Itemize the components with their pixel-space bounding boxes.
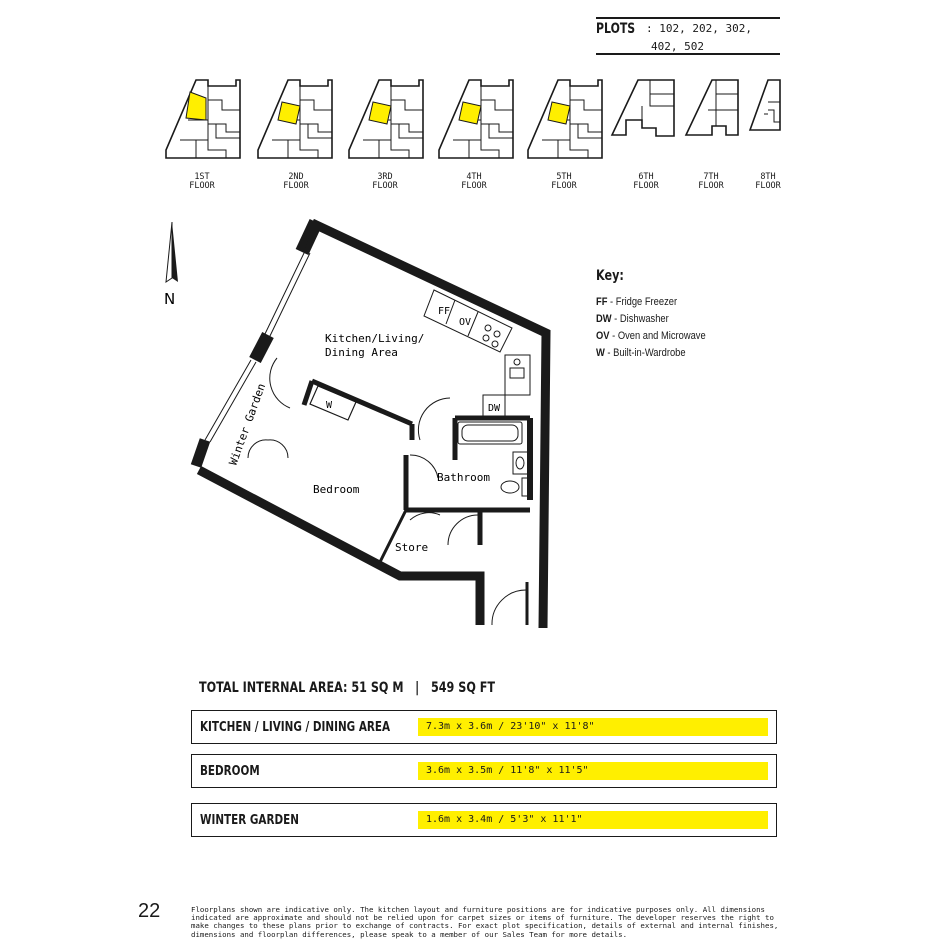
room-name: BEDROOM	[200, 764, 260, 779]
floor-label-6th: 6TH FLOOR	[633, 172, 659, 191]
floor-label-2nd: 2ND FLOOR	[283, 172, 309, 191]
room-dimensions: 3.6m x 3.5m / 11'8" x 11'5"	[418, 762, 768, 780]
key-item-w: W - Built-in-Wardrobe	[596, 347, 686, 359]
disclaimer-text: Floorplans shown are indicative only. The kitchen layout and furniture positions are for indicative purposes only. All dimensions indicated are approximate and should not be relied upon for carpet sizes or items of furniture. The developer reserves the right to make changes to these plans prior to exchange of contracts. For exact plot specification, details of external and internal finishes, dimensions and floorplan differences, please speak to a member of our Sales Team for more details.	[191, 905, 779, 939]
winter-garden-label: Winter Garden	[226, 381, 269, 468]
kitchen-living-label-2: Dining Area	[325, 346, 398, 359]
plots-list-line-1: : 102, 202, 302,	[646, 22, 752, 35]
north-label: N	[164, 290, 176, 308]
key-item-ov: OV - Oven and Microwave	[596, 330, 706, 342]
room-row-bedroom	[191, 754, 777, 788]
kitchen-living-label-1: Kitchen/Living/	[325, 332, 425, 345]
key-item-dw: DW - Dishwasher	[596, 313, 669, 325]
room-row-kitchen	[191, 710, 777, 744]
store-label: Store	[395, 541, 429, 554]
north-arrow-icon	[166, 222, 178, 282]
key-item-ff: FF - Fridge Freezer	[596, 296, 678, 308]
bathroom-fittings	[458, 422, 528, 496]
floor-label-5th: 5TH FLOOR	[551, 172, 577, 191]
floor-label-7th: 7TH FLOOR	[698, 172, 724, 191]
internal-walls	[304, 381, 530, 625]
floor-label-4th: 4TH FLOOR	[461, 172, 487, 191]
oven-label: OV	[459, 317, 472, 328]
room-dimensions: 1.6m x 3.4m / 5'3" x 11'1"	[418, 811, 768, 829]
room-name: KITCHEN / LIVING / DINING AREA	[200, 720, 391, 735]
dishwasher-label: DW	[488, 403, 501, 414]
fridge-freezer-label: FF	[438, 306, 451, 317]
room-row-winter-garden	[191, 803, 777, 837]
floor-label-8th: 8TH FLOOR	[755, 172, 781, 191]
floor-label-3rd: 3RD FLOOR	[372, 172, 398, 191]
page-number: 22	[138, 900, 161, 922]
total-internal-area: TOTAL INTERNAL AREA: 51 SQ M | 549 SQ FT	[199, 680, 496, 696]
floor-label-1st: 1ST FLOOR	[189, 172, 215, 191]
wardrobe-label: W	[326, 400, 333, 411]
plots-list-line-2: 402, 502	[651, 40, 704, 53]
room-name: WINTER GARDEN	[200, 813, 299, 828]
plots-label: PLOTS	[596, 21, 636, 37]
bathroom-label: Bathroom	[437, 471, 490, 484]
bedroom-label: Bedroom	[313, 483, 360, 496]
key-title: Key:	[596, 268, 624, 284]
plan-key	[596, 268, 725, 362]
room-dimensions: 7.3m x 3.6m / 23'10" x 11'8"	[418, 718, 768, 736]
